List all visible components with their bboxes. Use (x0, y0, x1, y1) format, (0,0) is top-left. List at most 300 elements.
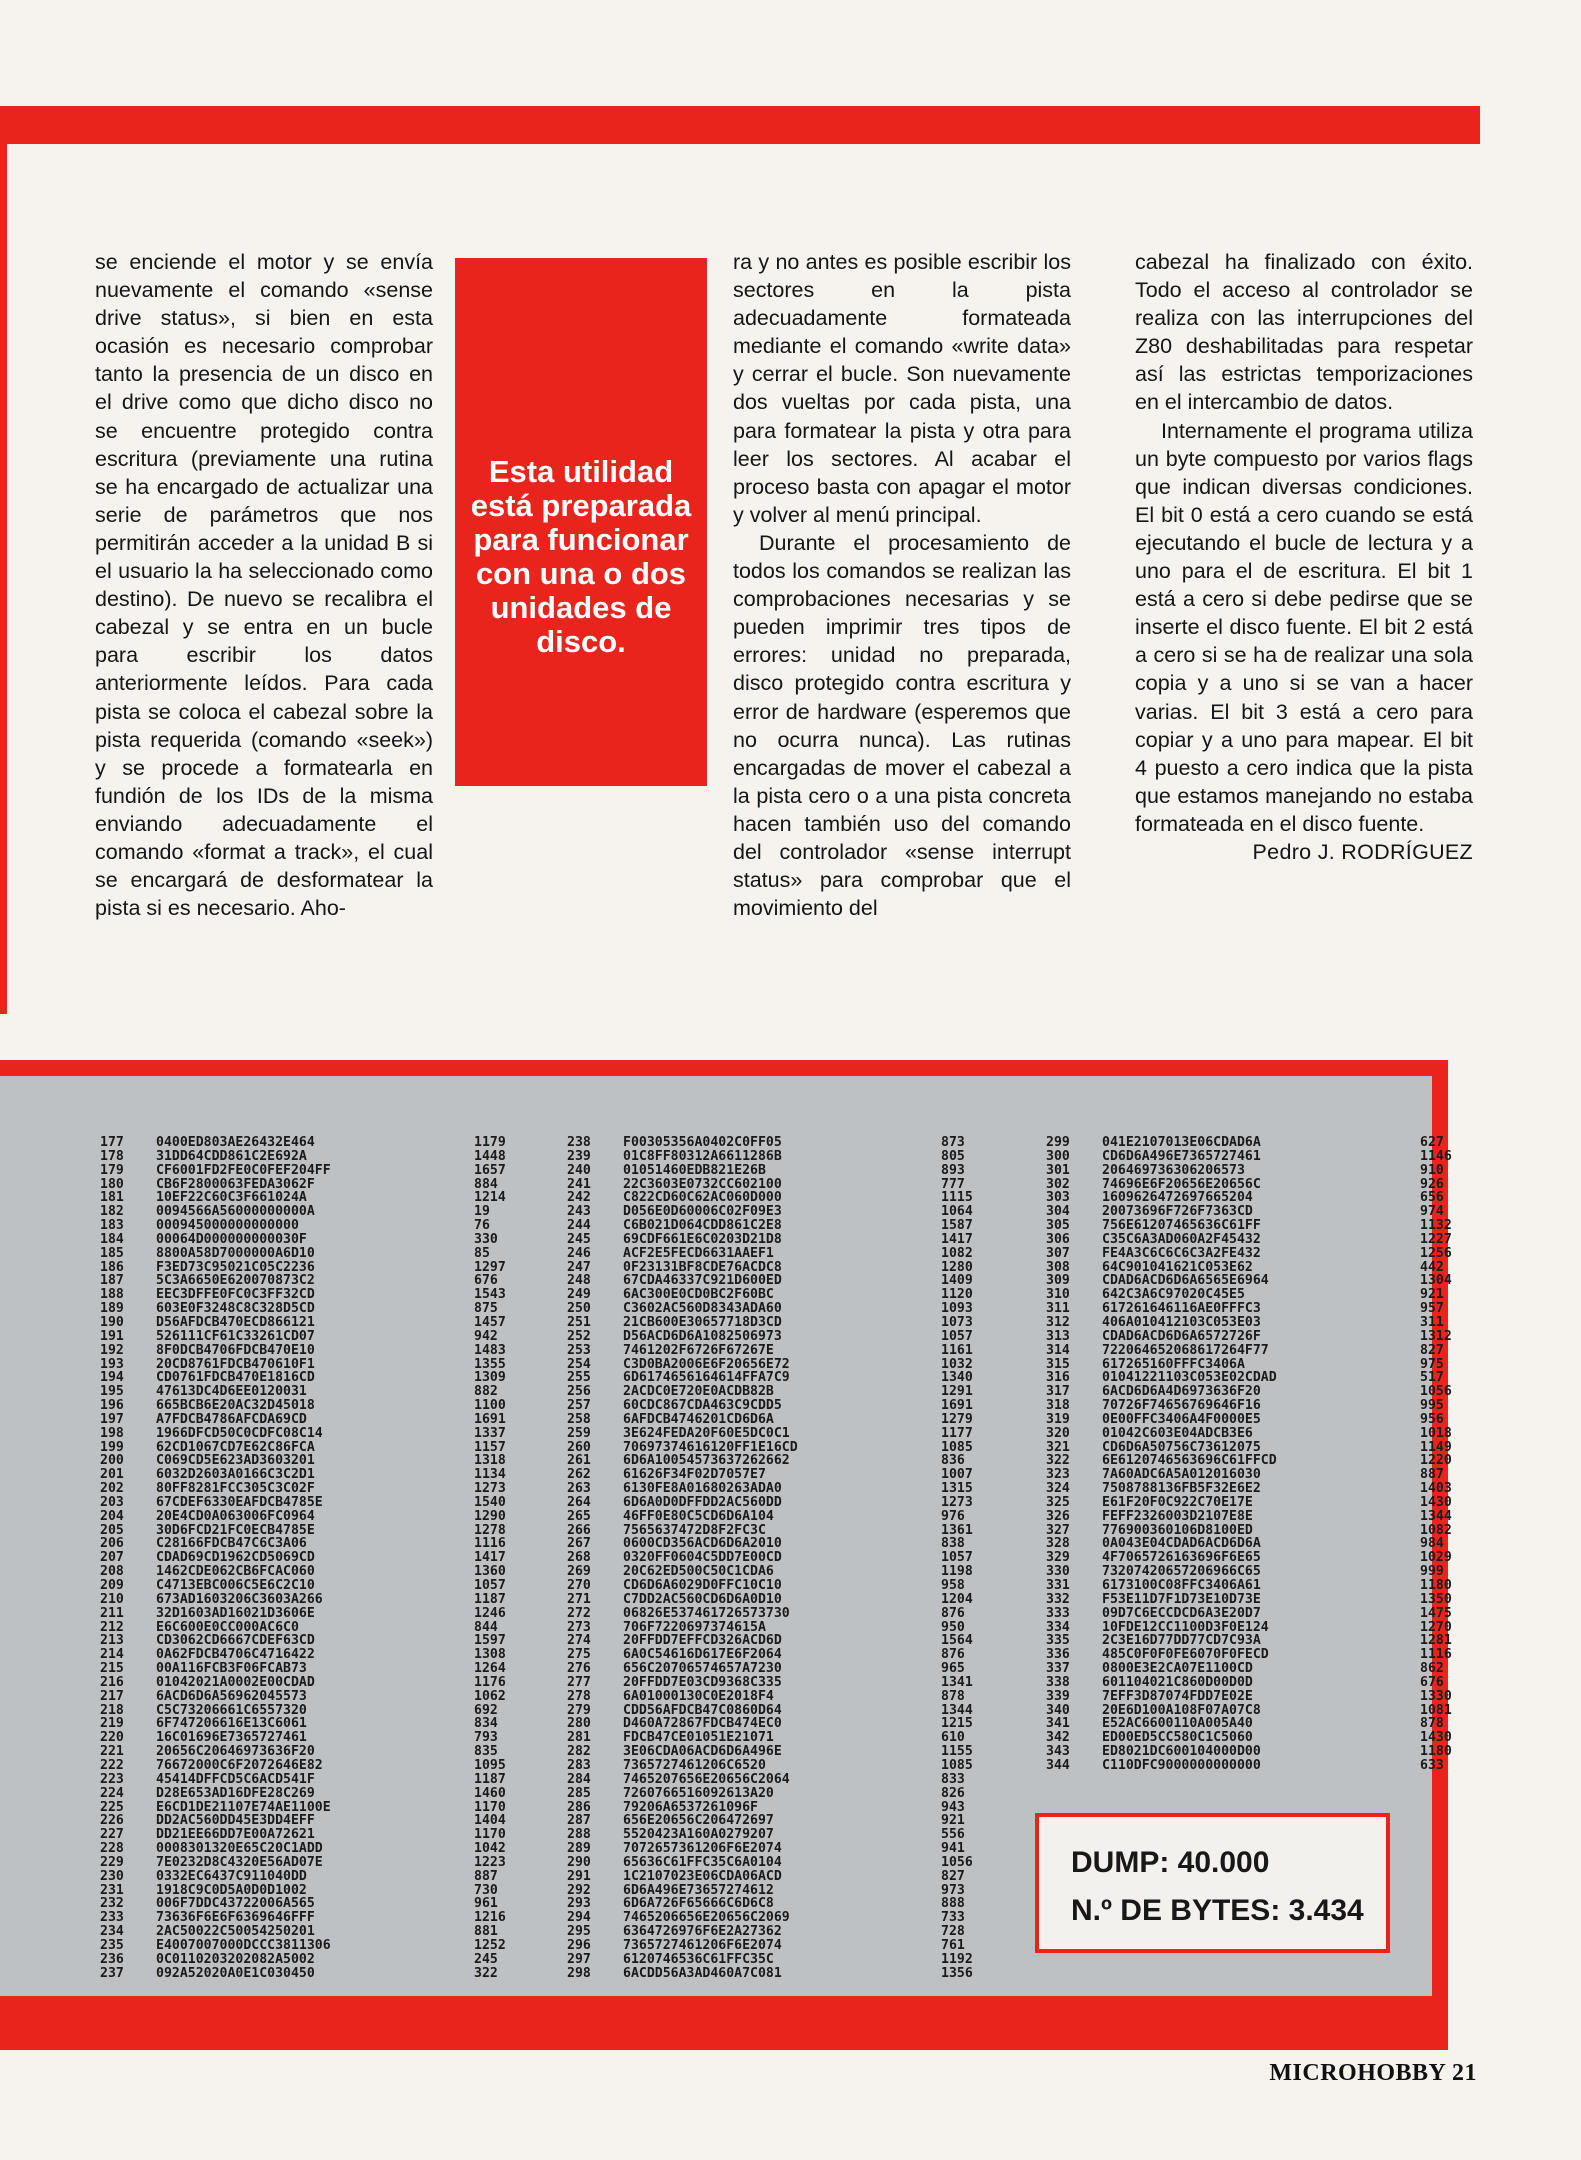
listing-checksum: 965 (941, 1661, 965, 1677)
listing-line-number: 334 (1046, 1619, 1070, 1635)
listing-hex-data: 5C3A6650E620070873C2 (156, 1273, 315, 1289)
listing-line-number: 214 (100, 1647, 124, 1663)
listing-line-number: 249 (567, 1287, 591, 1303)
listing-row (100, 1884, 524, 1898)
listing-line-number: 241 (567, 1176, 591, 1192)
listing-row (567, 1302, 991, 1316)
listing-hex-data: 20FFDD7E03CD9368C335 (623, 1674, 782, 1690)
listing-checksum: 633 (1420, 1757, 1444, 1773)
listing-row (567, 1385, 991, 1399)
listing-hex-data: 1C2107023E06CDA06ACD (623, 1868, 782, 1884)
listing-hex-data: C4713EBC006C5E6C2C10 (156, 1578, 315, 1593)
listing-row (100, 1344, 524, 1358)
listing-line-number: 253 (567, 1342, 591, 1358)
listing-line-number: 306 (1046, 1231, 1070, 1247)
listing-hex-data: 20656C20646973636F20 (156, 1744, 315, 1760)
listing-hex-data: 6D6A10054573637262662 (623, 1453, 790, 1469)
listing-checksum: 1082 (941, 1245, 973, 1261)
listing-line-number: 340 (1046, 1702, 1070, 1718)
listing-row (567, 1136, 991, 1150)
listing-checksum: 1146 (1420, 1148, 1452, 1164)
listing-checksum: 1198 (941, 1564, 973, 1580)
listing-line-number: 184 (100, 1231, 124, 1247)
listing-row (1046, 1593, 1470, 1607)
listing-hex-data: 8800A58D7000000A6D10 (156, 1245, 315, 1261)
listing-hex-data: 7072657361206F6E2074 (623, 1841, 782, 1857)
listing-line-number: 303 (1046, 1190, 1070, 1206)
listing-row (567, 1551, 991, 1565)
listing-checksum: 692 (474, 1702, 498, 1718)
listing-line-number: 203 (100, 1494, 124, 1510)
listing-checksum: 1220 (1420, 1453, 1452, 1469)
listing-row (100, 1787, 524, 1801)
listing-checksum: 330 (474, 1231, 498, 1247)
listing-hex-data: F3ED73C95021C05C2236 (156, 1259, 315, 1275)
listing-row (1046, 1454, 1470, 1468)
listing-line-number: 194 (100, 1370, 124, 1386)
listing-line-number: 232 (100, 1896, 124, 1912)
listing-checksum: 1132 (1420, 1218, 1452, 1234)
listing-checksum: 728 (941, 1924, 965, 1940)
listing-line-number: 311 (1046, 1301, 1070, 1317)
listing-row (1046, 1371, 1470, 1385)
listing-checksum: 888 (941, 1896, 965, 1912)
listing-checksum: 1356 (941, 1965, 973, 1981)
listing-row (100, 1828, 524, 1842)
listing-checksum: 1029 (1420, 1550, 1452, 1566)
listing-row (567, 1330, 991, 1344)
listing-checksum: 442 (1420, 1259, 1444, 1275)
listing-checksum: 1115 (941, 1190, 973, 1206)
listing-checksum: 1223 (474, 1854, 506, 1870)
listing-line-number: 237 (100, 1965, 124, 1981)
listing-line-number: 328 (1046, 1536, 1070, 1552)
listing-row (1046, 1579, 1470, 1593)
listing-line-number: 244 (567, 1218, 591, 1234)
listing-checksum: 730 (474, 1882, 498, 1898)
listing-row (1046, 1662, 1470, 1676)
listing-line-number: 201 (100, 1467, 124, 1483)
listing-row (100, 1454, 524, 1468)
listing-row (1046, 1191, 1470, 1205)
listing-line-number: 180 (100, 1176, 124, 1192)
listing-row (567, 1344, 991, 1358)
listing-checksum: 1657 (474, 1162, 506, 1178)
listing-hex-data: 6032D2603A0166C3C2D1 (156, 1467, 315, 1483)
listing-line-number: 292 (567, 1882, 591, 1898)
listing-line-number: 242 (567, 1190, 591, 1206)
listing-hex-data: 6A0C54616D617E6F2064 (623, 1647, 782, 1663)
listing-line-number: 315 (1046, 1356, 1070, 1372)
listing-line-number: 264 (567, 1494, 591, 1510)
listing-line-number: 207 (100, 1550, 124, 1566)
listing-checksum: 1361 (941, 1522, 973, 1538)
listing-hex-data: E6CD1DE21107E74AE1100E (156, 1799, 331, 1815)
listing-hex-data: 617265160FFFC3406A (1102, 1356, 1245, 1372)
listing-hex-data: EEC3DFFE0FC0C3FF32CD (156, 1287, 315, 1303)
listing-line-number: 277 (567, 1674, 591, 1690)
listing-hex-data: ACF2E5FECD6631AAEF1 (623, 1245, 774, 1261)
listing-row (100, 1427, 524, 1441)
listing-line-number: 325 (1046, 1494, 1070, 1510)
listing-line-number: 218 (100, 1702, 124, 1718)
listing-checksum: 1215 (941, 1716, 973, 1732)
listing-checksum: 1417 (474, 1550, 506, 1566)
listing-line-number: 255 (567, 1370, 591, 1386)
listing-line-number: 197 (100, 1411, 124, 1427)
listing-row (1046, 1704, 1470, 1718)
listing-row (567, 1897, 991, 1911)
listing-row (100, 1842, 524, 1856)
listing-checksum: 1056 (1420, 1384, 1452, 1400)
listing-checksum: 1214 (474, 1190, 506, 1206)
listing-line-number: 215 (100, 1661, 124, 1677)
listing-checksum: 876 (941, 1647, 965, 1663)
listing-checksum: 1032 (941, 1356, 973, 1372)
listing-line-number: 243 (567, 1204, 591, 1220)
listing-line-number: 262 (567, 1467, 591, 1483)
listing-line-number: 274 (567, 1633, 591, 1649)
listing-checksum: 1597 (474, 1633, 506, 1649)
listing-row (100, 1413, 524, 1427)
listing-checksum: 1170 (474, 1827, 506, 1843)
listing-row (567, 1219, 991, 1233)
listing-row (567, 1787, 991, 1801)
listing-hex-data: 6F747206616E13C6061 (156, 1716, 307, 1732)
listing-line-number: 305 (1046, 1218, 1070, 1234)
listing-checksum: 610 (941, 1730, 965, 1746)
listing-checksum: 1564 (941, 1633, 973, 1649)
listing-hex-data: 656E20656C206472697 (623, 1813, 774, 1829)
listing-row (1046, 1413, 1470, 1427)
listing-hex-data: 21CB600E30657718D3CD (623, 1314, 782, 1330)
listing-checksum: 961 (474, 1896, 498, 1912)
listing-hex-data: CDAD69CD1962CD5069CD (156, 1550, 315, 1566)
listing-line-number: 204 (100, 1508, 124, 1524)
listing-row (567, 1759, 991, 1773)
listing-hex-data: 3E624FEDA20F60E5DC0C1 (623, 1425, 790, 1441)
listing-checksum: 875 (474, 1301, 498, 1317)
listing-checksum: 1344 (941, 1702, 973, 1718)
listing-line-number: 294 (567, 1910, 591, 1926)
listing-line-number: 326 (1046, 1508, 1070, 1524)
listing-line-number: 284 (567, 1771, 591, 1787)
listing-checksum: 793 (474, 1730, 498, 1746)
listing-row (567, 1856, 991, 1870)
listing-hex-data: 673AD1603206C3603A266 (156, 1591, 323, 1607)
listing-row (1046, 1717, 1470, 1731)
hex-listing-column-b (567, 1136, 991, 1980)
listing-row (1046, 1205, 1470, 1219)
listing-line-number: 276 (567, 1661, 591, 1677)
listing-checksum: 85 (474, 1245, 490, 1261)
listing-row (1046, 1496, 1470, 1510)
listing-line-number: 333 (1046, 1605, 1070, 1621)
listing-checksum: 1204 (941, 1591, 973, 1607)
listing-line-number: 233 (100, 1910, 124, 1926)
hex-listing-column-a (100, 1136, 524, 1980)
listing-checksum: 976 (941, 1508, 965, 1524)
listing-hex-data: 00A116FCB3F06FCAB73 (156, 1661, 307, 1677)
listing-checksum: 838 (941, 1536, 965, 1552)
listing-checksum: 1187 (474, 1771, 506, 1787)
listing-hex-data: 79206A6537261096F (623, 1799, 758, 1815)
listing-hex-data: 67CDA46337C921D600ED (623, 1273, 782, 1289)
listing-row (567, 1150, 991, 1164)
listing-row (567, 1745, 991, 1759)
listing-checksum: 827 (941, 1868, 965, 1884)
listing-line-number: 302 (1046, 1176, 1070, 1192)
listing-line-number: 239 (567, 1148, 591, 1164)
listing-row (100, 1330, 524, 1344)
listing-checksum: 1280 (941, 1259, 973, 1275)
listing-checksum: 1155 (941, 1744, 973, 1760)
listing-row (1046, 1690, 1470, 1704)
listing-row (100, 1967, 524, 1981)
listing-hex-data: D56AFDCB470ECD866121 (156, 1314, 315, 1330)
listing-line-number: 247 (567, 1259, 591, 1275)
listing-checksum: 1120 (941, 1287, 973, 1303)
article-col1-text: se enciende el motor y se envía nuevamente el comando «sense drive status», si bien en esta ocasión es necesario comprobar tanto la presencia de un disco en el drive como que dicho disco no se encuentre protegido contra escritura (previamente una rutina se ha encargado de actualizar una serie de parámetros que nos permitirán acceder a la unidad B si el usuario la ha seleccionado como destino). De nuevo se recalibra el cabezal y se entra en un bucle para escribir los datos anteriormente leídos. Para cada pista se coloca el cabezal sobre la pista requerida (comando «seek») y se procede a formatearla en fundión de los IDs de la misma enviando adecuadamente el comando «format a track», el cual se encargará de desformatear la pista si es necesario. Aho- (95, 250, 433, 921)
listing-checksum: 834 (474, 1716, 498, 1732)
listing-checksum: 844 (474, 1619, 498, 1635)
listing-line-number: 191 (100, 1328, 124, 1344)
article-column-1 (95, 248, 433, 922)
listing-line-number: 208 (100, 1564, 124, 1580)
listing-line-number: 216 (100, 1674, 124, 1690)
listing-hex-data: 01042021A0002E00CDAD (156, 1674, 315, 1690)
listing-hex-data: 20FFDD7EFFCD326ACD6D (623, 1633, 782, 1649)
listing-checksum: 1457 (474, 1314, 506, 1330)
listing-hex-data: 10EF22C60C3F661024A (156, 1190, 307, 1206)
listing-line-number: 319 (1046, 1411, 1070, 1427)
listing-row (100, 1717, 524, 1731)
listing-hex-data: 617261646116AE0FFFC3 (1102, 1301, 1261, 1317)
listing-hex-data: C6B021D064CDD861C2E8 (623, 1218, 782, 1234)
listing-hex-data: E6C600E0CC000AC6C0 (156, 1619, 299, 1635)
listing-row (100, 1150, 524, 1164)
listing-row (567, 1593, 991, 1607)
listing-line-number: 291 (567, 1868, 591, 1884)
listing-line-number: 313 (1046, 1328, 1070, 1344)
listing-hex-data: D56ACD6D6A1082506973 (623, 1328, 782, 1344)
listing-line-number: 177 (100, 1135, 124, 1150)
listing-line-number: 275 (567, 1647, 591, 1663)
listing-hex-data: F53E11D7F1D73E10D73E (1102, 1591, 1261, 1607)
listing-row (1046, 1537, 1470, 1551)
listing-hex-data: 65636C61FFC35C6A0104 (623, 1854, 782, 1870)
listing-row (100, 1648, 524, 1662)
listing-hex-data: 70697374616120FF1E16CD (623, 1439, 798, 1455)
article-col2-paragraph-1: ra y no antes es posible escribir los sectores en la pista adecuadamente formateada mediante el comando «write data» y cerrar el bucle. Son nuevamente dos vueltas por cada pista, una para formatear la pista y otra para leer los sectores. Al acabar el proceso basta con apagar el motor y volver al menú principal. (733, 250, 1071, 527)
listing-hex-data: ED8021DC600104000D00 (1102, 1744, 1261, 1760)
listing-line-number: 278 (567, 1688, 591, 1704)
listing-hex-data: 80FF8281FCC305C3C02F (156, 1481, 315, 1497)
author-signature: Pedro J. RODRÍGUEZ (1252, 839, 1473, 864)
listing-checksum: 1227 (1420, 1231, 1452, 1247)
listing-checksum: 1180 (1420, 1744, 1452, 1760)
listing-checksum: 1085 (941, 1439, 973, 1455)
listing-hex-data: C110DFC9000000000000 (1102, 1757, 1261, 1773)
listing-row (100, 1205, 524, 1219)
listing-hex-data: 06826E537461726573730 (623, 1605, 790, 1621)
listing-row (567, 1288, 991, 1302)
listing-hex-data: 0800E3E2CA07E1100CD (1102, 1661, 1253, 1677)
listing-row (100, 1565, 524, 1579)
listing-row (567, 1607, 991, 1621)
listing-checksum: 1309 (474, 1370, 506, 1386)
listing-checksum: 1179 (474, 1135, 506, 1150)
listing-line-number: 270 (567, 1578, 591, 1593)
listing-row (1046, 1524, 1470, 1538)
listing-line-number: 269 (567, 1564, 591, 1580)
listing-hex-data: C7DD2AC560CD6D6A0D10 (623, 1591, 782, 1607)
listing-hex-data: C3602AC560D8343ADA60 (623, 1301, 782, 1317)
listing-row (1046, 1468, 1470, 1482)
listing-hex-data: 756E61207465636C61FF (1102, 1218, 1261, 1234)
listing-row (1046, 1247, 1470, 1261)
listing-line-number: 338 (1046, 1674, 1070, 1690)
listing-hex-data: 09D7C6ECCDCD6A3E20D7 (1102, 1605, 1261, 1621)
listing-row (567, 1676, 991, 1690)
listing-hex-data: CDAD6ACD6D6A6572726F (1102, 1328, 1261, 1344)
listing-checksum: 1176 (474, 1674, 506, 1690)
listing-row (567, 1814, 991, 1828)
listing-hex-data: FEFF2326003D2107E8E (1102, 1508, 1253, 1524)
listing-hex-data: 7465206656E20656C2069 (623, 1910, 790, 1926)
listing-checksum: 733 (941, 1910, 965, 1926)
listing-line-number: 288 (567, 1827, 591, 1843)
listing-row (567, 1828, 991, 1842)
listing-row (100, 1731, 524, 1745)
listing-row (567, 1233, 991, 1247)
listing-line-number: 231 (100, 1882, 124, 1898)
listing-row (567, 1731, 991, 1745)
listing-row (100, 1607, 524, 1621)
listing-line-number: 263 (567, 1481, 591, 1497)
listing-line-number: 310 (1046, 1287, 1070, 1303)
listing-hex-data: 656C20706574657A7230 (623, 1661, 782, 1677)
listing-checksum: 926 (1420, 1176, 1444, 1192)
listing-hex-data: 6D6A496E73657274612 (623, 1882, 774, 1898)
listing-row (100, 1316, 524, 1330)
listing-row (100, 1496, 524, 1510)
listing-hex-data: 76672000C6F2072646E82 (156, 1757, 323, 1773)
listing-hex-data: CD6D6A6029D0FFC10C10 (623, 1578, 782, 1593)
listing-row (567, 1191, 991, 1205)
listing-line-number: 321 (1046, 1439, 1070, 1455)
listing-checksum: 835 (474, 1744, 498, 1760)
listing-line-number: 182 (100, 1204, 124, 1220)
listing-row (1046, 1621, 1470, 1635)
listing-row (100, 1288, 524, 1302)
listing-row (100, 1302, 524, 1316)
listing-row (1046, 1219, 1470, 1233)
listing-hex-data: 0332EC6437C911040DD (156, 1868, 307, 1884)
listing-hex-data: 092A52020A0E1C030450 (156, 1965, 315, 1981)
article-col3-paragraph-1: cabezal ha finalizado con éxito. Todo el acceso al controlador se realiza con las interrupciones del Z80 deshabilitadas para respetar así las estrictas temporizaciones en el intercambio de datos. (1135, 250, 1473, 415)
listing-hex-data: 00064D000000000030F (156, 1231, 307, 1247)
listing-hex-data: CF6001FD2FE0C0FEF204FF (156, 1162, 331, 1178)
listing-checksum: 805 (941, 1148, 965, 1164)
listing-hex-data: 601104021C860D00D0D (1102, 1674, 1253, 1690)
listing-line-number: 221 (100, 1744, 124, 1760)
listing-hex-data: 64C901041621C053E62 (1102, 1259, 1253, 1275)
listing-row (100, 1191, 524, 1205)
listing-checksum: 1064 (941, 1204, 973, 1220)
listing-checksum: 1691 (474, 1411, 506, 1427)
listing-row (1046, 1551, 1470, 1565)
listing-checksum: 1161 (941, 1342, 973, 1358)
listing-row (1046, 1302, 1470, 1316)
listing-hex-data: 47613DC4D6EE0120031 (156, 1384, 307, 1400)
listing-row (100, 1358, 524, 1372)
listing-hex-data: 7461202F6726F67267E (623, 1342, 774, 1358)
listing-checksum: 322 (474, 1965, 498, 1981)
listing-hex-data: 6130FE8A01680263ADA0 (623, 1481, 782, 1497)
listing-checksum: 1318 (474, 1453, 506, 1469)
listing-checksum: 910 (1420, 1162, 1444, 1178)
listing-line-number: 332 (1046, 1591, 1070, 1607)
listing-row (567, 1704, 991, 1718)
listing-line-number: 228 (100, 1841, 124, 1857)
listing-checksum: 1192 (941, 1951, 973, 1967)
listing-checksum: 1587 (941, 1218, 973, 1234)
listing-line-number: 229 (100, 1854, 124, 1870)
listing-row (100, 1856, 524, 1870)
listing-row (567, 1371, 991, 1385)
listing-line-number: 317 (1046, 1384, 1070, 1400)
listing-row (1046, 1261, 1470, 1275)
listing-line-number: 254 (567, 1356, 591, 1372)
listing-checksum: 1543 (474, 1287, 506, 1303)
listing-row (100, 1759, 524, 1773)
listing-row (567, 1178, 991, 1192)
listing-checksum: 1360 (474, 1564, 506, 1580)
listing-line-number: 219 (100, 1716, 124, 1732)
listing-checksum: 1007 (941, 1467, 973, 1483)
listing-row (1046, 1676, 1470, 1690)
listing-line-number: 227 (100, 1827, 124, 1843)
listing-row (1046, 1759, 1470, 1773)
listing-line-number: 316 (1046, 1370, 1070, 1386)
listing-line-number: 314 (1046, 1342, 1070, 1358)
listing-row (1046, 1316, 1470, 1330)
listing-row (567, 1953, 991, 1967)
listing-line-number: 299 (1046, 1135, 1070, 1150)
listing-checksum: 1057 (941, 1328, 973, 1344)
listing-checksum: 1312 (1420, 1328, 1452, 1344)
listing-hex-data: 01051460EDB821E26B (623, 1162, 766, 1178)
listing-row (567, 1205, 991, 1219)
listing-checksum: 1018 (1420, 1425, 1452, 1441)
listing-checksum: 1042 (474, 1841, 506, 1857)
listing-hex-data: 0094566A56000000000A (156, 1204, 315, 1220)
listing-line-number: 220 (100, 1730, 124, 1746)
listing-hex-data: E4007007000DCCC3811306 (156, 1937, 331, 1953)
listing-line-number: 251 (567, 1314, 591, 1330)
listing-line-number: 236 (100, 1951, 124, 1967)
listing-row (1046, 1358, 1470, 1372)
listing-line-number: 304 (1046, 1204, 1070, 1220)
listing-row (100, 1801, 524, 1815)
listing-checksum: 1082 (1420, 1522, 1452, 1538)
listing-hex-data: 62CD1067CD7E62C86FCA (156, 1439, 315, 1455)
listing-line-number: 261 (567, 1453, 591, 1469)
listing-hex-data: 20CD8761FDCB470610F1 (156, 1356, 315, 1372)
listing-line-number: 198 (100, 1425, 124, 1441)
listing-line-number: 298 (567, 1965, 591, 1981)
